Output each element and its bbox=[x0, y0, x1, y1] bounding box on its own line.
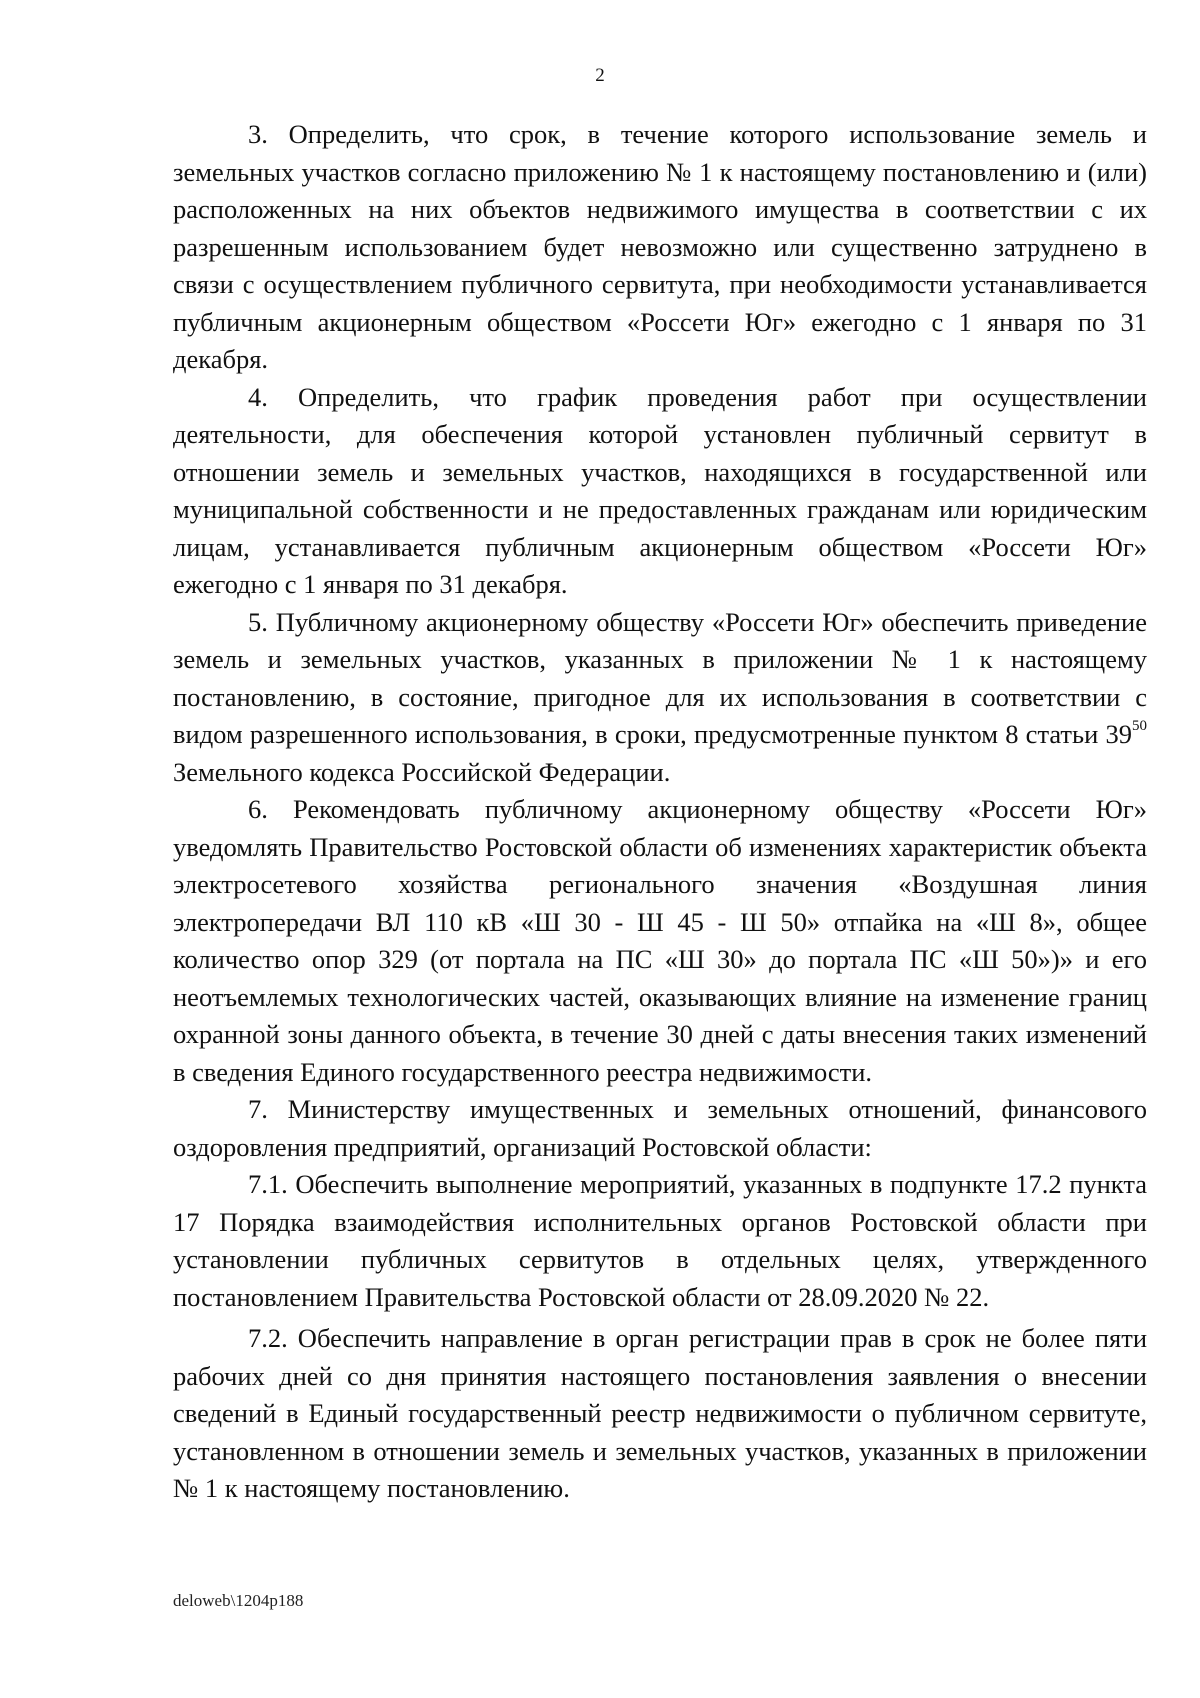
document-body bbox=[173, 116, 1147, 1508]
paragraph-4: 4. Определить, что график проведения работ при осуществлении деятельности, для обеспечения которой установлен публичный сервитут в отношении земель и земельных участков, находящихся в государственной или муниципальной собственности и не предоставленных гражданам или юридическим лицам, устанавливается публичным акционерным обществом «Россети Юг» ежегодно с 1 января по 31 декабря. bbox=[173, 381, 1147, 599]
paragraph-7-1: 7.1. Обеспечить выполнение мероприятий, указанных в подпункте 17.2 пункта 17 Порядка взаимодействия исполнительных органов Ростовской области при установлении публичных сервитутов в отдельных целях, утвержденного постановлением Правительства Ростовской области от 28.09.2020 № 22. bbox=[173, 1169, 1147, 1312]
paragraph-7-2: 7.2. Обеспечить направление в орган регистрации прав в срок не более пяти рабочих дней со дня принятия настоящего постановления заявления о внесении сведений в Единый государственный реестр недвижимости о публичном сервитуте, установленном в отношении земель и земельных участков, указанных в приложении № 1 к настоящему постановлению. bbox=[173, 1323, 1147, 1503]
page-number: 2 bbox=[595, 65, 605, 86]
paragraph-5 bbox=[173, 604, 1147, 792]
paragraph-7: 7. Министерству имущественных и земельных отношений, финансового оздоровления предприятий, организаций Ростовской области: bbox=[173, 1094, 1147, 1162]
paragraph-5-text: 5. Публичному акционерному обществу «Россети Юг» обеспечить приведение земель и земельных участков, указанных в приложении № 1 к настоящему постановлению, в состояние, пригодное для их использования в соответствии с видом разрешенного использования, в сроки, предусмотренные пунктом 8 статьи 39 bbox=[173, 606, 1147, 749]
document-footer-code: deloweb\1204p188 bbox=[173, 1591, 304, 1610]
paragraph-5-text-end: Земельного кодекса Российской Федерации. bbox=[173, 756, 671, 787]
paragraph-6: 6. Рекомендовать публичному акционерному обществу «Россети Юг» уведомлять Правительство Ростовской области об изменениях характеристик объекта электросетевого хозяйства регионального значения «Воздушная линия электропередачи ВЛ 110 кВ «Ш 30 - Ш 45 - Ш 50» отпайка на «Ш 8», общее количество опор 329 (от портала на ПС «Ш 30» до портала ПС «Ш 50»)» и его неотъемлемых технологических частей, оказывающих влияние на изменение границ охранной зоны данного объекта, в течение 30 дней с даты внесения таких изменений в сведения Единого государственного реестра недвижимости. bbox=[173, 794, 1147, 1087]
paragraph-3: 3. Определить, что срок, в течение которого использование земель и земельных участков согласно приложению № 1 к настоящему постановлению и (или) расположенных на них объектов недвижимого имущества в соответствии с их разрешенным использованием будет невозможно или существенно затруднено в связи с осуществлением публичного сервитута, при необходимости устанавливается публичным акционерным обществом «Россети Юг» ежегодно с 1 января по 31 декабря. bbox=[173, 119, 1147, 374]
article-superscript: 50 bbox=[1132, 718, 1147, 735]
